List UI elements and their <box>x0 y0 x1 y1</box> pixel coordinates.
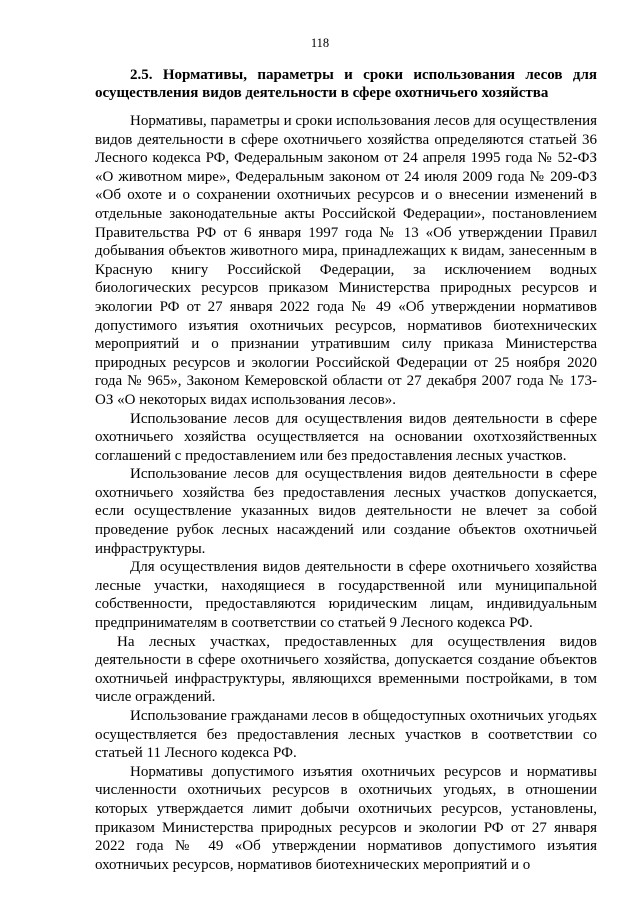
section-heading: 2.5. Нормативы, параметры и сроки использования лесов для осуществления видов деятельности в сфере охотничьего хозяйства <box>95 67 597 101</box>
paragraph-without-plots: Использование лесов для осуществления видов деятельности в сфере охотничьего хозяйства без предоставления лесных участков допускается, если осуществление указанных видов деятельности не влечет за собой проведение рубок лесных насаждений или создание объектов охотничьей инфраструктуры. <box>95 466 597 557</box>
paragraph-agreements: Использование лесов для осуществления видов деятельности в сфере охотничьего хозяйства осуществляется на основании охотхозяйственных соглашений с предоставлением или без предоставления лесных участков. <box>95 410 597 464</box>
paragraph-infrastructure: На лесных участках, предоставленных для осуществления видов деятельности в сфере охотничьего хозяйства, допускается создание объектов охотничьей инфраструктуры, являющихся временными постройками, в том числе ограждений. <box>95 633 597 706</box>
page-number: 118 <box>310 36 330 50</box>
paragraph-public-use: Использование гражданами лесов в общедоступных охотничьих угодьях осуществляется без предоставления лесных участков в соответствии со статьей 11 Лесного кодекса РФ. <box>95 708 597 762</box>
paragraph-plot-provision: Для осуществления видов деятельности в сфере охотничьего хозяйства лесные участки, находящиеся в государственной или муниципальной собственности, предоставляются юридическим лицам, индивидуальным предпринимателям в соответствии со статьей 9 Лесного кодекса РФ. <box>95 559 597 632</box>
paragraph-extraction-norms: Нормативы допустимого изъятия охотничьих ресурсов и нормативы численности охотничьих ресурсов в охотничьих угодьях, в отношении которых утверждается лимит добычи охотничьих ресурсов, установлены, приказом Министерства природных ресурсов и экологии РФ от 27 января 2022 года № 49 «Об утверждении нормативов допустимого изъятия охотничьих ресурсов, нормативов биотехнических мероприятий и о <box>95 763 597 873</box>
body-text <box>95 112 597 874</box>
paragraph-normatives: Нормативы, параметры и сроки использования лесов для осуществления видов деятельности в сфере охотничьего хозяйства определяются статьей 36 Лесного кодекса РФ, Федеральным законом от 24 апреля 1995 года № 52-ФЗ «О животном мире», Федеральным законом от 24 июля 2009 года № 209-ФЗ «Об охоте и о сохранении охотничьих ресурсов и о внесении изменений в отдельные законодательные акты Российской Федерации», постановлением Правительства РФ от 6 января 1997 года № 13 «Об утверждении Правил добывания объектов животного мира, принадлежащих к видам, занесенным в Красную книгу Российской Федерации, за исключением водных биологических ресурсов приказом Министерства природных ресурсов и экологии РФ от 27 января 2022 года № 49 «Об утверждении нормативов допустимого изъятия охотничьих ресурсов, нормативов биотехнических мероприятий и о признании утратившим силу приказа Министерства природных ресурсов и экологии Российской Федерации от 25 ноября 2020 года № 965», Законом Кемеровской области от 27 декабря 2007 года № 173-ОЗ «О некоторых видах использования лесов». <box>95 113 597 408</box>
